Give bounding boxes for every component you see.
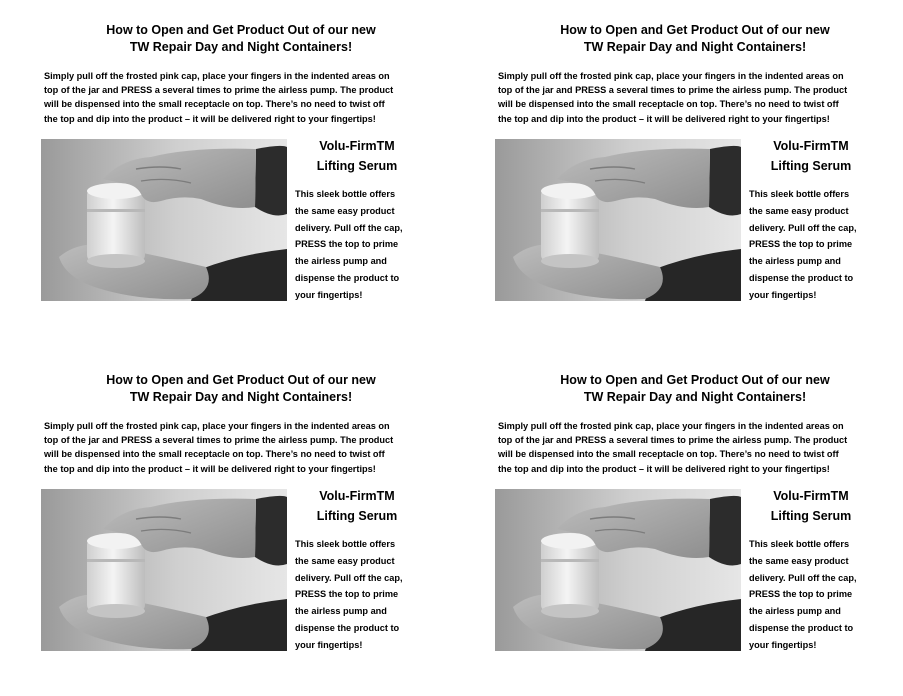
instructions-line-3: will be dispensed into the small receptacle on top. There’s no need to twist off (44, 449, 385, 460)
instruction-card (41, 22, 481, 322)
description-line-1: This sleek bottle offers (749, 539, 850, 549)
description-line-5: the airless pump and (749, 256, 841, 267)
card-title-line-2: TW Repair Day and Night Containers! (129, 390, 353, 404)
instructions-line-3: will be dispensed into the small receptacle on top. There’s no need to twist off (498, 99, 839, 110)
product-description (295, 536, 445, 654)
hands-holding-jar-image (41, 139, 287, 301)
product-name-line-1: Volu-FirmTM (773, 489, 849, 503)
description-line-2: the same easy product (749, 205, 849, 216)
card-instructions (44, 419, 484, 476)
instructions-line-1: Simply pull off the frosted pink cap, place your fingers in the indented areas on (498, 421, 844, 431)
instructions-line-1: Simply pull off the frosted pink cap, place your fingers in the indented areas on (44, 421, 390, 431)
description-line-1: This sleek bottle offers (749, 189, 850, 199)
card-instructions (498, 419, 903, 476)
instruction-card (41, 372, 481, 672)
description-line-4: PRESS the top to prime (295, 239, 399, 250)
product-name (751, 486, 871, 526)
card-title-line-1: How to Open and Get Product Out of our new (560, 373, 830, 387)
product-name-line-2: Lifting Serum (770, 509, 852, 523)
instruction-card (495, 22, 903, 322)
description-line-2: the same easy product (749, 555, 849, 566)
hands-holding-jar-image (495, 139, 741, 301)
card-title-line-2: TW Repair Day and Night Containers! (129, 40, 353, 54)
description-line-3: delivery. Pull off the cap, (749, 572, 857, 583)
instructions-line-3: will be dispensed into the small receptacle on top. There’s no need to twist off (498, 449, 839, 460)
description-line-5: the airless pump and (295, 256, 387, 267)
instructions-line-4: the top and dip into the product – it will be delivered right to your fingertips! (44, 113, 376, 124)
instructions-line-3: will be dispensed into the small receptacle on top. There’s no need to twist off (44, 99, 385, 110)
description-line-7: your fingertips! (749, 639, 817, 650)
product-name-line-2: Lifting Serum (770, 159, 852, 173)
hands-holding-jar-image (495, 489, 741, 651)
description-line-7: your fingertips! (749, 289, 817, 300)
product-name-line-2: Lifting Serum (316, 509, 398, 523)
description-line-7: your fingertips! (295, 289, 363, 300)
description-line-4: PRESS the top to prime (295, 589, 399, 600)
description-line-4: PRESS the top to prime (749, 589, 853, 600)
instructions-line-1: Simply pull off the frosted pink cap, place your fingers in the indented areas on (498, 71, 844, 81)
card-title (495, 372, 895, 406)
instructions-line-4: the top and dip into the product – it will be delivered right to your fingertips! (498, 113, 830, 124)
product-name-line-1: Volu-FirmTM (319, 489, 395, 503)
product-name (297, 136, 417, 176)
product-description (749, 536, 899, 654)
product-name-line-1: Volu-FirmTM (773, 139, 849, 153)
jar-photo (495, 139, 741, 301)
jar-photo (495, 489, 741, 651)
instructions-line-2: top of the jar and PRESS a several times to prime the airless pump. The product (498, 435, 848, 446)
jar-photo (41, 139, 287, 301)
instructions-line-4: the top and dip into the product – it will be delivered right to your fingertips! (498, 463, 830, 474)
card-title-line-2: TW Repair Day and Night Containers! (583, 40, 807, 54)
description-line-6: dispense the product to (295, 622, 400, 633)
description-line-1: This sleek bottle offers (295, 189, 396, 199)
instructions-line-2: top of the jar and PRESS a several times to prime the airless pump. The product (44, 85, 394, 96)
description-line-3: delivery. Pull off the cap, (295, 572, 403, 583)
jar-photo (41, 489, 287, 651)
instructions-line-2: top of the jar and PRESS a several times to prime the airless pump. The product (498, 85, 848, 96)
instructions-line-2: top of the jar and PRESS a several times to prime the airless pump. The product (44, 435, 394, 446)
hands-holding-jar-image (41, 489, 287, 651)
description-line-5: the airless pump and (295, 606, 387, 617)
description-line-6: dispense the product to (295, 272, 400, 283)
description-line-6: dispense the product to (749, 272, 854, 283)
card-title-line-1: How to Open and Get Product Out of our new (560, 23, 830, 37)
card-title-line-1: How to Open and Get Product Out of our new (106, 373, 376, 387)
description-line-1: This sleek bottle offers (295, 539, 396, 549)
card-title (41, 372, 441, 406)
product-name (297, 486, 417, 526)
description-line-7: your fingertips! (295, 639, 363, 650)
description-line-3: delivery. Pull off the cap, (295, 222, 403, 233)
description-line-4: PRESS the top to prime (749, 239, 853, 250)
description-line-2: the same easy product (295, 205, 395, 216)
card-instructions (44, 69, 484, 126)
card-title-line-1: How to Open and Get Product Out of our new (106, 23, 376, 37)
card-title-line-2: TW Repair Day and Night Containers! (583, 390, 807, 404)
product-name (751, 136, 871, 176)
description-line-5: the airless pump and (749, 606, 841, 617)
product-name-line-2: Lifting Serum (316, 159, 398, 173)
card-instructions (498, 69, 903, 126)
product-description (295, 186, 445, 304)
product-name-line-1: Volu-FirmTM (319, 139, 395, 153)
instructions-line-1: Simply pull off the frosted pink cap, place your fingers in the indented areas on (44, 71, 390, 81)
product-description (749, 186, 899, 304)
card-title (495, 22, 895, 56)
description-line-6: dispense the product to (749, 622, 854, 633)
card-title (41, 22, 441, 56)
instruction-card (495, 372, 903, 672)
description-line-3: delivery. Pull off the cap, (749, 222, 857, 233)
description-line-2: the same easy product (295, 555, 395, 566)
instructions-line-4: the top and dip into the product – it will be delivered right to your fingertips! (44, 463, 376, 474)
